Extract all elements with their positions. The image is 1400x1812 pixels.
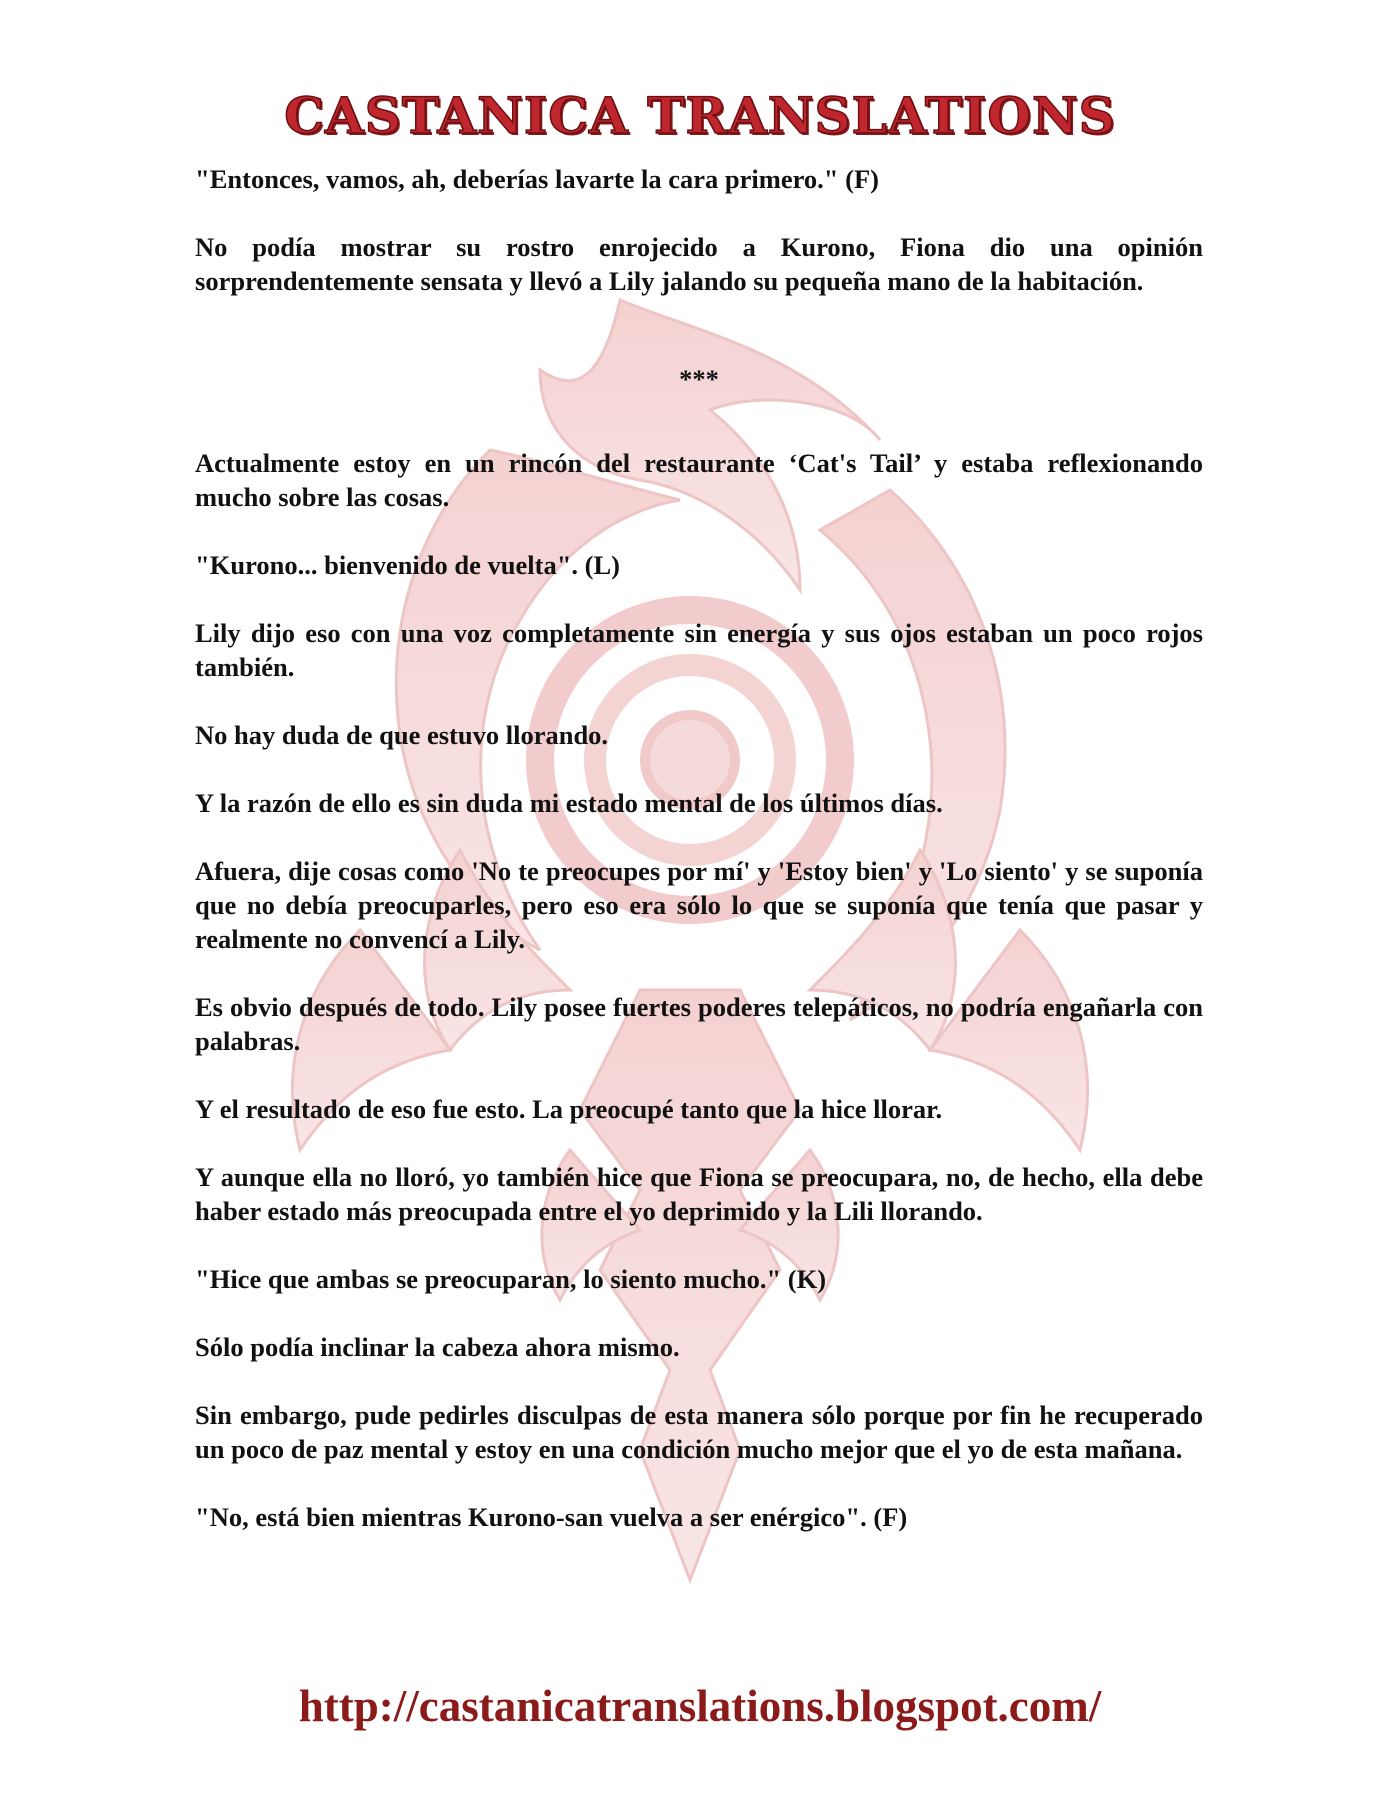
paragraph: No podía mostrar su rostro enrojecido a Kurono, Fiona dio una opinión sorprendentemente sensata y llevó a Lily jalando su pequeña mano de la habitación.: [195, 232, 1203, 296]
paragraph: No hay duda de que estuvo llorando.: [195, 720, 609, 750]
paragraph: Y la razón de ello es sin duda mi estado mental de los últimos días.: [195, 788, 943, 818]
paragraph: Sin embargo, pude pedirles disculpas de esta manera sólo porque por fin he recuperado un poco de paz mental y estoy en una condición mucho mejor que el yo de esta mañana.: [195, 1400, 1203, 1464]
paragraph: Afuera, dije cosas como 'No te preocupes por mí' y 'Estoy bien' y 'Lo siento' y se suponía que no debía preocuparles, pero eso era sólo lo que se suponía que tenía que pasar y realmente no convencí a Lily.: [195, 856, 1203, 954]
paragraph: Es obvio después de todo. Lily posee fuertes poderes telepáticos, no podría engañarla con palabras.: [195, 992, 1203, 1056]
paragraph: "Hice que ambas se preocuparan, lo siento mucho." (K): [195, 1264, 827, 1294]
blog-url-link[interactable]: http://castanicatranslations.blogspot.com/: [298, 1681, 1102, 1731]
scene-break: ***: [679, 364, 719, 394]
paragraph: "Entonces, vamos, ah, deberías lavarte la cara primero." (F): [195, 164, 879, 194]
paragraph: Y aunque ella no lloró, yo también hice que Fiona se preocupara, no, de hecho, ella debe haber estado más preocupada entre el yo deprimido y la Lili llorando.: [195, 1162, 1203, 1226]
paragraph: Actualmente estoy en un rincón del restaurante ‘Cat's Tail’ y estaba reflexionando mucho sobre las cosas.: [195, 448, 1203, 512]
paragraph: "Kurono... bienvenido de vuelta". (L): [195, 550, 621, 580]
paragraph: Lily dijo eso con una voz completamente sin energía y sus ojos estaban un poco rojos también.: [195, 618, 1203, 682]
paragraph: "No, está bien mientras Kurono-san vuelva a ser enérgico". (F): [195, 1502, 908, 1532]
paragraph: Y el resultado de eso fue esto. La preocupé tanto que la hice llorar.: [195, 1094, 943, 1124]
site-title: CASTANICA TRANSLATIONS: [284, 86, 1116, 145]
chapter-text: [195, 162, 1203, 1568]
paragraph: Sólo podía inclinar la cabeza ahora mismo.: [195, 1332, 680, 1362]
